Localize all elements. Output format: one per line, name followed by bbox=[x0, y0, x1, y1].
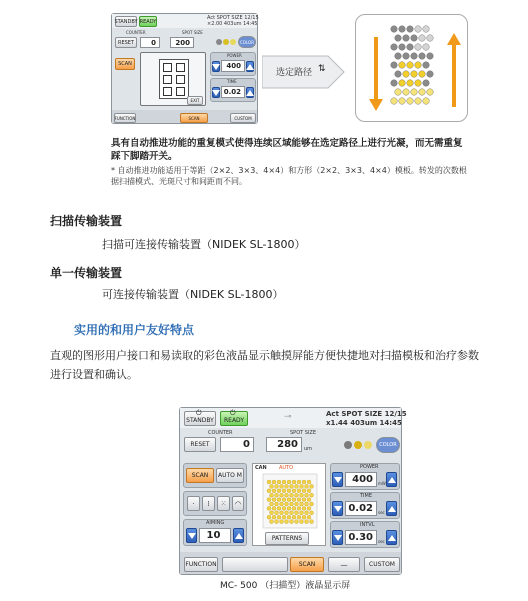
preview-dot bbox=[292, 480, 296, 484]
preview-dot bbox=[292, 498, 296, 502]
preview-dot bbox=[270, 520, 274, 524]
pattern-dot bbox=[399, 80, 406, 87]
pattern-dot bbox=[427, 89, 434, 96]
pattern-dot bbox=[423, 62, 430, 69]
pattern-dot bbox=[407, 44, 414, 51]
pattern-dot bbox=[395, 71, 402, 78]
ready-icon: ⏻ bbox=[230, 409, 236, 417]
preview-dot bbox=[277, 498, 281, 502]
pattern-dot bbox=[395, 89, 402, 96]
pattern-dot bbox=[419, 53, 426, 60]
preview-dot bbox=[282, 515, 286, 519]
preview-dot bbox=[275, 511, 279, 515]
status-light-2 bbox=[223, 39, 229, 45]
power-value: 400 bbox=[221, 60, 245, 72]
exit-button[interactable]: EXIT bbox=[187, 96, 203, 105]
preview-dot bbox=[272, 515, 276, 519]
pattern-dot bbox=[399, 44, 406, 51]
preview-dot bbox=[300, 493, 304, 497]
pattern-dot bbox=[407, 26, 414, 33]
preview-dot bbox=[277, 480, 281, 484]
preview-dot bbox=[280, 493, 284, 497]
pattern-dot bbox=[403, 71, 410, 78]
preview-dot bbox=[285, 484, 289, 488]
preview-dot bbox=[290, 493, 294, 497]
pattern-dot bbox=[415, 44, 422, 51]
pattern-dot bbox=[395, 53, 402, 60]
pattern-icon-1[interactable]: · bbox=[187, 496, 200, 511]
preview-dot bbox=[267, 515, 271, 519]
path-pattern-diagram bbox=[355, 14, 468, 122]
time-down-button[interactable] bbox=[212, 87, 220, 98]
time-unit: sec bbox=[378, 510, 385, 515]
auto-label: AUTO bbox=[279, 465, 294, 471]
standby-button[interactable]: STANDBY bbox=[115, 16, 137, 27]
aiming-down-button[interactable] bbox=[186, 528, 197, 543]
section-single-delivery-title: 单一传输装置 bbox=[50, 266, 123, 280]
spot-size-label-large: SPOT SIZE bbox=[290, 430, 317, 436]
pattern-dot bbox=[399, 26, 406, 33]
pattern-dot bbox=[391, 26, 398, 33]
preview-dot bbox=[272, 506, 276, 510]
preview-dot bbox=[285, 493, 289, 497]
pattern-dot bbox=[423, 80, 430, 87]
aiming-up-button[interactable] bbox=[233, 528, 244, 543]
preview-dot bbox=[300, 511, 304, 515]
pattern-dot bbox=[407, 62, 414, 69]
preview-dot bbox=[282, 498, 286, 502]
pattern-dot bbox=[391, 80, 398, 87]
spot-size-value: 200 bbox=[170, 37, 194, 48]
preview-dot bbox=[285, 520, 289, 524]
preview-dot bbox=[297, 480, 301, 484]
function-button[interactable]: FUNCTION bbox=[114, 113, 136, 123]
pattern-dot bbox=[419, 71, 426, 78]
preview-dot bbox=[287, 506, 291, 510]
preview-dot bbox=[267, 498, 271, 502]
pattern-dot bbox=[419, 89, 426, 96]
ready-button[interactable]: READY bbox=[139, 16, 157, 27]
pattern-arrow-grid bbox=[159, 59, 189, 99]
aiming-value: 10 bbox=[199, 528, 231, 543]
path-callout bbox=[262, 52, 346, 92]
section-scan-delivery-body: 扫描可连接传输装置（NIDEK SL-1800） bbox=[102, 238, 306, 251]
pattern-dot bbox=[407, 80, 414, 87]
reset-button-large[interactable]: RESET bbox=[184, 437, 216, 452]
select-path-label: 选定路径 bbox=[276, 68, 313, 78]
preview-dot bbox=[297, 489, 301, 493]
preview-dot bbox=[305, 493, 309, 497]
preview-dot bbox=[300, 502, 304, 506]
preview-dot bbox=[272, 498, 276, 502]
auto-m-button[interactable]: AUTO M bbox=[216, 468, 244, 483]
counter-value: 0 bbox=[140, 37, 160, 48]
scan-tab-button[interactable]: SCAN bbox=[180, 113, 208, 123]
preview-dot bbox=[270, 484, 274, 488]
pattern-dot bbox=[403, 53, 410, 60]
scan-tab-button-large[interactable]: SCAN bbox=[290, 557, 324, 572]
power-label-large: POWER bbox=[360, 464, 379, 470]
reset-button[interactable]: RESET bbox=[115, 37, 137, 48]
preview-dot bbox=[295, 484, 299, 488]
pattern-dot bbox=[423, 26, 430, 33]
status-light-yellow bbox=[354, 441, 362, 449]
can-label: CAN bbox=[255, 465, 267, 471]
function-blank-button[interactable] bbox=[222, 557, 288, 572]
pattern-preview bbox=[252, 463, 326, 546]
preview-dot bbox=[307, 506, 311, 510]
path-icon: ⇅ bbox=[318, 64, 326, 74]
preview-dot bbox=[305, 520, 309, 524]
preview-dot bbox=[287, 515, 291, 519]
preview-dot bbox=[280, 484, 284, 488]
preview-dot bbox=[270, 502, 274, 506]
preview-dot bbox=[302, 498, 306, 502]
status-light-1 bbox=[216, 39, 222, 45]
pattern-dot bbox=[395, 35, 402, 42]
preview-dot bbox=[282, 506, 286, 510]
pattern-icon-4[interactable]: ◠ bbox=[232, 496, 244, 511]
preview-dot bbox=[295, 511, 299, 515]
footswitch-icon: ⊸ bbox=[284, 412, 292, 422]
status-light-3 bbox=[230, 39, 236, 45]
time-value-large: 0.02 bbox=[345, 501, 377, 516]
act-spot-values-large: x1.44 403um 14:45 bbox=[326, 419, 402, 427]
dash-button[interactable]: — bbox=[328, 557, 360, 572]
standby-button-large[interactable]: STANDBY bbox=[184, 411, 216, 426]
preview-dot bbox=[290, 502, 294, 506]
preview-dot bbox=[300, 484, 304, 488]
preview-dot bbox=[295, 493, 299, 497]
preview-dot bbox=[307, 515, 311, 519]
pattern-dot bbox=[411, 71, 418, 78]
preview-dot bbox=[280, 511, 284, 515]
section-features-line2: 进行设置和确认。 bbox=[50, 368, 138, 381]
down-arrow-head bbox=[369, 99, 383, 111]
interval-value: 0.30 bbox=[345, 530, 377, 545]
preview-dot bbox=[292, 515, 296, 519]
interval-down-button[interactable] bbox=[332, 530, 343, 545]
pattern-dots-svg bbox=[356, 15, 469, 123]
interval-unit: sec bbox=[378, 539, 385, 544]
preview-dot bbox=[285, 511, 289, 515]
status-light-gray bbox=[344, 441, 352, 449]
preview-dot bbox=[277, 506, 281, 510]
preview-dot bbox=[267, 480, 271, 484]
preview-dot bbox=[307, 498, 311, 502]
power-down-button-large[interactable] bbox=[332, 472, 343, 487]
preview-dot bbox=[305, 484, 309, 488]
section-single-delivery-body: 可连接传输装置（NIDEK SL-1800） bbox=[102, 288, 284, 301]
preview-dot bbox=[267, 489, 271, 493]
pattern-dot bbox=[415, 98, 422, 105]
pattern-dot bbox=[427, 71, 434, 78]
preview-dot bbox=[307, 480, 311, 484]
power-unit: mW bbox=[378, 481, 386, 486]
pattern-dot bbox=[427, 53, 434, 60]
interval-up-button[interactable] bbox=[386, 530, 397, 545]
time-up-button-large[interactable] bbox=[386, 501, 397, 516]
preview-dot bbox=[290, 484, 294, 488]
preview-dot bbox=[272, 489, 276, 493]
preview-dot bbox=[267, 506, 271, 510]
pattern-dot bbox=[411, 35, 418, 42]
time-up-button[interactable] bbox=[246, 87, 254, 98]
power-label: POWER bbox=[227, 53, 242, 58]
preview-dot bbox=[270, 493, 274, 497]
preview-dot bbox=[310, 520, 314, 524]
pattern-dot bbox=[403, 35, 410, 42]
power-icon: ⏻ bbox=[196, 409, 202, 417]
preview-dot bbox=[295, 520, 299, 524]
preview-dot bbox=[305, 502, 309, 506]
preview-dot bbox=[310, 484, 314, 488]
counter-label: COUNTER bbox=[126, 30, 146, 35]
act-spot-label: Act SPOT SIZE 12/15 bbox=[207, 15, 259, 21]
pattern-dot bbox=[391, 62, 398, 69]
preview-dot bbox=[285, 502, 289, 506]
aiming-label: AIMING bbox=[206, 520, 225, 526]
pattern-dot bbox=[391, 98, 398, 105]
top-lcd-screen bbox=[111, 13, 258, 124]
status-light-pale bbox=[364, 441, 372, 449]
color-button-large[interactable]: COLOR bbox=[376, 437, 400, 453]
preview-dot bbox=[305, 511, 309, 515]
time-label-large: TIME bbox=[360, 493, 373, 499]
time-label: TIME bbox=[227, 79, 237, 84]
scan-mode-button-large[interactable]: SCAN bbox=[186, 468, 214, 483]
preview-dot bbox=[292, 489, 296, 493]
preview-dot bbox=[282, 489, 286, 493]
preview-dot bbox=[277, 515, 281, 519]
power-up-button[interactable] bbox=[246, 61, 254, 72]
preview-dot bbox=[272, 480, 276, 484]
section-scan-delivery-title: 扫描传输装置 bbox=[50, 214, 123, 228]
preview-dot bbox=[280, 502, 284, 506]
function-button-large[interactable]: FUNCTION bbox=[184, 557, 218, 572]
power-up-button-large[interactable] bbox=[386, 472, 397, 487]
preview-dot bbox=[282, 480, 286, 484]
preview-dot bbox=[297, 498, 301, 502]
pattern-dot bbox=[399, 98, 406, 105]
feature-caption: 具有自动推进功能的重复模式使得连续区域能够在选定路径上进行光凝，而无需重复踩下脚踏开关。 bbox=[111, 138, 463, 162]
pattern-dot bbox=[399, 62, 406, 69]
preview-dot bbox=[302, 506, 306, 510]
pattern-dot bbox=[427, 35, 434, 42]
preview-dot bbox=[300, 520, 304, 524]
spot-size-unit: um bbox=[304, 446, 313, 452]
power-value-large: 400 bbox=[345, 472, 377, 487]
preview-dot bbox=[287, 489, 291, 493]
up-arrow-head bbox=[447, 33, 461, 45]
preview-dot bbox=[310, 502, 314, 506]
preview-dot bbox=[302, 515, 306, 519]
preview-dot bbox=[295, 502, 299, 506]
preview-dot bbox=[290, 511, 294, 515]
power-down-button[interactable] bbox=[212, 61, 220, 72]
pattern-dot bbox=[411, 53, 418, 60]
pattern-dot bbox=[419, 35, 426, 42]
pattern-dot bbox=[415, 62, 422, 69]
preview-dot bbox=[290, 520, 294, 524]
preview-dot bbox=[292, 506, 296, 510]
time-value: 0.02 bbox=[221, 86, 245, 98]
pattern-dot bbox=[411, 89, 418, 96]
ready-button-large[interactable]: READY bbox=[220, 411, 248, 426]
pattern-dot bbox=[407, 98, 414, 105]
pattern-dot bbox=[391, 44, 398, 51]
preview-dot bbox=[297, 506, 301, 510]
preview-dot bbox=[275, 493, 279, 497]
figure-caption: MC- 500 （扫描型）液晶显示屏 bbox=[220, 581, 351, 591]
feature-footnote: * 自动推进功能适用于等距（2×2、3×3、4×4）和方形（2×2、3×3、4×4）模板。转发的次数根据扫描模式、光斑尺寸和间距而不同。 bbox=[111, 166, 467, 186]
pattern-popup bbox=[140, 52, 206, 106]
interval-label: INTVL bbox=[360, 522, 375, 528]
preview-dot bbox=[302, 480, 306, 484]
bottom-lcd-screen bbox=[179, 407, 407, 575]
pattern-dot bbox=[415, 26, 422, 33]
patterns-button[interactable]: PATTERNS bbox=[265, 532, 309, 545]
pattern-icon-3[interactable]: ⁙ bbox=[217, 496, 230, 511]
custom-button[interactable]: CUSTOM bbox=[230, 113, 256, 123]
preview-dot bbox=[307, 489, 311, 493]
counter-label-large: COUNTER bbox=[208, 430, 233, 436]
pattern-dot bbox=[415, 80, 422, 87]
preview-dot bbox=[275, 484, 279, 488]
pattern-dot bbox=[403, 89, 410, 96]
scan-mode-button[interactable]: SCAN bbox=[115, 58, 135, 70]
preview-dot bbox=[287, 498, 291, 502]
section-features-line1: 直观的图形用户接口和易读取的彩色液晶显示触摸屏能方便快捷地对扫描模板和治疗参数 bbox=[50, 349, 479, 362]
color-button[interactable]: COLOR bbox=[238, 36, 256, 48]
time-down-button-large[interactable] bbox=[332, 501, 343, 516]
pattern-dot bbox=[423, 44, 430, 51]
preview-dot bbox=[277, 489, 281, 493]
counter-value-large: 0 bbox=[220, 437, 254, 452]
preview-dot bbox=[302, 489, 306, 493]
spot-size-value-large: 280 bbox=[266, 437, 302, 452]
section-features-title: 实用的和用户友好特点 bbox=[74, 323, 195, 337]
preview-dot bbox=[270, 511, 274, 515]
preview-dot bbox=[310, 511, 314, 515]
preview-dot bbox=[310, 493, 314, 497]
preview-dot bbox=[297, 515, 301, 519]
act-spot-values: ×2.00 403um 14:45 bbox=[207, 21, 258, 27]
act-spot-label-large: Act SPOT SIZE 12/15 bbox=[326, 410, 407, 418]
pattern-icon-2[interactable]: ⁞ bbox=[202, 496, 215, 511]
custom-button-large[interactable]: CUSTOM bbox=[364, 557, 400, 572]
preview-dot bbox=[280, 520, 284, 524]
preview-dot bbox=[275, 520, 279, 524]
spot-size-label: SPOT SIZE bbox=[182, 30, 203, 35]
preview-dot bbox=[287, 480, 291, 484]
preview-dot bbox=[275, 502, 279, 506]
pattern-dot bbox=[423, 98, 430, 105]
